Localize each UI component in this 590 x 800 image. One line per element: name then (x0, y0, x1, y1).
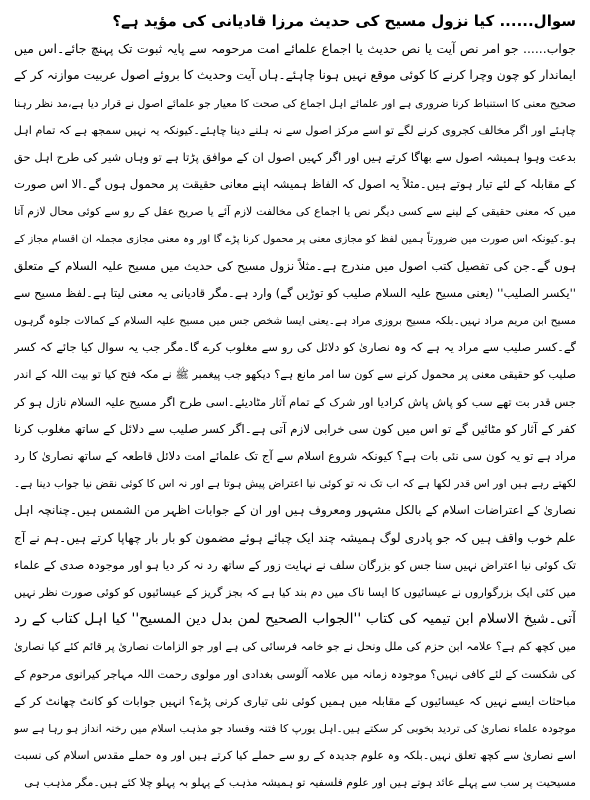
text-line: ہو۔کیونکہ اس صورت میں ضرورتاً ہمیں لفظ کو مجازی معنی پر محمول کرنا پڑے گا اور وہ معنی مجازی مجملہ ان اقسام مجاز کے (14, 233, 576, 245)
text-line: جس قدر بت تھے سب کو پاش پاش کرادیا اور شرک کے تمام آثار مٹادیئے۔اسی طرح اگر مسیح علیہ السلام نازل ہو کر (14, 394, 576, 409)
text-line: آتی۔شیخ الاسلام ابن تیمیہ کی کتاب ''الجواب الصحیح لمن بدل دین المسیح'' کیا اہل کتاب کے رد (14, 611, 576, 628)
text-line: کے مقابلہ کے لئے تیار ہوتے ہیں۔مثلاً یہ اصول کہ الفاظ ہمیشہ اپنے معانی حقیقت پر محمول ہوں گے۔الا اس صورت (14, 177, 576, 192)
text-line: علم خوب واقف ہیں کہ جو پادری لوگ ہمیشہ چند ایک چبائے ہوئے مضمون کو بار بار چھاپا کرتے ہیں۔ہم نے آج (14, 530, 576, 545)
text-line: کفر کے آثار کو مٹائیں گے تو اس میں کون سی خرابی لازم آتی ہے۔اگر کسر صلیب سے دلائل کے ساتھ مغلوب کرنا (14, 421, 576, 436)
text-line: مسیح ابن مریم مراد نہیں۔بلکہ مسیح بروزی مراد ہے۔یعنی ایسا شخص جس میں مسیح علیہ السلام کے کمالات جلوہ گرہوں (14, 314, 576, 328)
text-line: مباحثات ایسے نہیں کہ عیسائیوں کے مقابلہ میں ہمیں کوئی نئی تیاری کرنی پڑے؟ انہیں جوابات کو کانٹ چھانٹ کر کے (14, 693, 576, 708)
text-line: تک کوئی نیا اعتراض نہیں سنا جس کو بزرگان سلف نے نہایت زور کے ساتھ رد نہ کر دیا ہو اور موجودہ صدی کے علماء (14, 557, 576, 572)
answer-text (14, 35, 576, 796)
text-line: موجودہ علماء نصاریٰ کی تردید بخوبی کر سکتے ہیں۔اہل یورپ کا فتنہ وفساد جو مذہب اسلام میں رخنہ انداز ہو رہا ہے سو (14, 721, 576, 735)
text-line: گے۔کسر صلیب سے مراد یہ ہے کہ وہ نصاریٰ کو دلائل کی رو سے مغلوب کرے گا۔مگر جب یہ سوال کیا جائے کہ کسر (14, 340, 576, 355)
text-line: صحیح معنی کا استنباط کرنا ضروری ہے اور علمائے اہل اجماع کی صحت کا معیار جو علمائے اصول نے قرار دیا ہے،مد نظر رہنا (14, 96, 576, 110)
document-page (14, 8, 576, 792)
text-line: لکھتے رہے ہیں اور اس قدر لکھا ہے کہ اب تک نہ تو کوئی نیا اعتراض پیش ہوتا ہے اور نہ اس کا کوئی نقض نیا جواب دینا ہے۔ (14, 477, 576, 491)
text-line: ایماندار کو چون وچرا کرنے کا کوئی موقع نہیں ہونا چاہئے۔ہاں آیت وحدیث کا بروئے اصول عربیت موازنہ کر کے (14, 68, 576, 83)
text-line: صلیب کو حقیقی معنی پر محمول کرنے سے کون سا امر مانع ہے؟ دیکھو جب پیغمبر ﷺ نے مکہ فتح کیا تو بیت اللہ کے اندر (14, 368, 576, 382)
text-line: ''یکسر الصلیب'' (یعنی مسیح علیہ السلام صلیب کو توڑیں گے) وارد ہے۔مگر قادیانی یہ معنی لیتا ہے۔لفظ مسیح سے (14, 285, 576, 300)
text-line: نصاریٰ کے اعتراضات اسلام کے بالکل مشہور ومعروف ہیں اور ان کے جوابات اظہر من الشمس ہیں۔چنانچہ اہل (14, 503, 576, 518)
text-line: مراد ہے تو یہ کون سی نئی بات ہے؟ کیونکہ شروع اسلام سے آج تک علمائے امت دلائل قاطعہ کے ساتھ نصاریٰ کا رد (14, 449, 576, 463)
text-line: مسیحیت پر سب سے پہلے عائد ہوتے ہیں اور علوم فلسفیہ تو ہمیشہ مذہب کے پہلو بہ پہلو چلا کئے ہیں۔مگر مذہب ہی (24, 776, 576, 790)
text-line: ہوں گے۔جن کی تفصیل کتب اصول میں مندرج ہے۔مثلاً نزول مسیح کی حدیث میں مسیح علیہ السلام کے متعلق (14, 258, 576, 273)
text-line: جواب...... جو امر نص آیت یا نص حدیث یا اجماع علمائے امت مرحومہ سے پایہ ثبوت تک پہنچ جائے۔اس میں (14, 41, 576, 57)
text-line: میں کئی ایک بزرگواروں نے عیسائیوں کا ایسا ناک میں دم بند کیا ہے کہ بجز گریز کے عیسائیوں کو کوئی صورت نظر نہیں (14, 585, 576, 599)
question-line: سوال...... کیا نزول مسیح کی حدیث مرزا قادیانی کی مؤید ہے؟ (112, 12, 576, 30)
text-line: کی شکست کے لئے کافی نہیں؟ موجودہ زمانہ میں علامہ آلوسی بغدادی اور مولوی رحمت اللہ مہاجر کیرانوی مرحوم کے (14, 667, 576, 681)
text-line: میں کچھ کم ہے؟ علامہ ابن حزم کی ملل ونحل نے جو خامہ فرسائی کی ہے اور جو الزامات نصاریٰ پر قائم کئے کیا نصاریٰ (14, 640, 576, 654)
text-line: اسے نصاریٰ سے کچھ تعلق نہیں۔بلکہ وہ علوم جدیدہ کے رو سے حملے کیا کرتے ہیں اور وہ حملے مقدس اسلام کی نسبت (14, 749, 576, 763)
text-line: بدعت وہوا ہمیشہ اصول سے بھاگا کرتے ہیں اور اگر کہیں اصول ان کے موافق پڑتا ہے تو وہاں شیر کی طرح اہل حق (14, 149, 576, 164)
text-line: چاہئے اور اگر مخالف کجروی کرنے لگے تو اسے مرکز اصول سے نہ ہلنے دینا چاہئے۔کیونکہ یہ نہیں سمجھ ہے کہ تمام اہل (14, 123, 576, 137)
text-line: میں کہ معنی حقیقی کے لینے سے کسی دیگر نص یا اجماع کی مخالفت لازم آئے یا صریح عقل کے رو سے کوئی محال لازم آتا (14, 205, 576, 219)
